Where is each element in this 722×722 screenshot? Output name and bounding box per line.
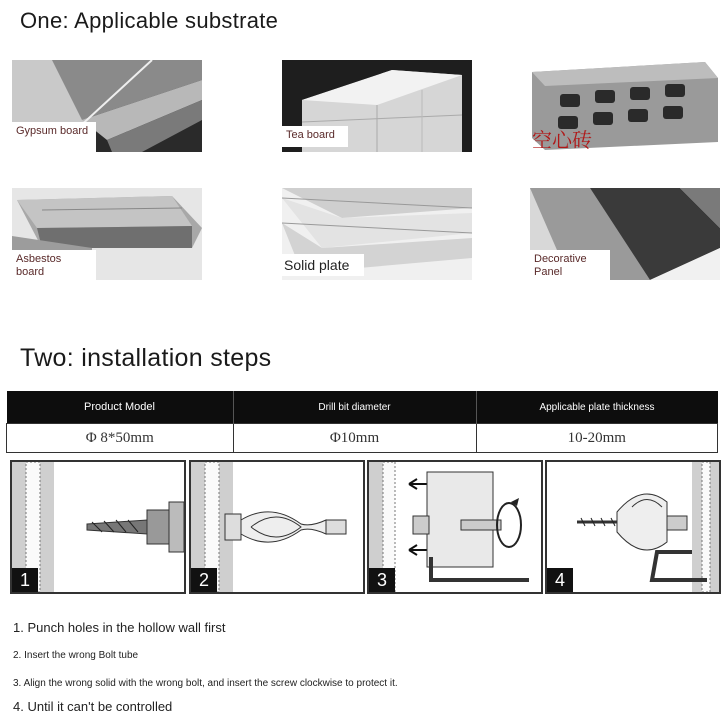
step-number-badge: 3 — [369, 568, 395, 592]
substrate-label: Gypsum board — [12, 122, 96, 152]
instruction-step-1: 1. Punch holes in the hollow wall first — [13, 620, 226, 635]
instruction-step-2: 2. Insert the wrong Bolt tube — [13, 650, 139, 661]
table-cell: Φ10mm — [233, 424, 476, 453]
step-number-badge: 4 — [547, 568, 573, 592]
substrate-label: Decorative Panel — [530, 250, 610, 280]
step-4-diagram — [545, 460, 721, 594]
substrate-label: Tea board — [282, 126, 348, 147]
step-number-badge: 2 — [191, 568, 217, 592]
table-header: Applicable plate thickness — [476, 391, 718, 424]
section-title-substrate: One: Applicable substrate — [20, 8, 279, 33]
step-2-diagram — [189, 460, 365, 594]
step-number-badge: 1 — [12, 568, 38, 592]
table-cell: 10-20mm — [476, 424, 718, 453]
section-title-installation: Two: installation steps — [20, 344, 272, 372]
substrate-label-hollow-brick: 空心砖 — [532, 128, 592, 152]
product-spec-table — [6, 391, 718, 453]
instruction-step-4: 4. Until it can't be controlled — [13, 699, 173, 714]
table-cell: Φ 8*50mm — [7, 424, 234, 453]
table-header-row — [7, 391, 718, 424]
substrate-solid-plate — [282, 188, 472, 280]
substrate-gypsum-board — [12, 60, 202, 152]
substrate-label: Asbestos board — [12, 250, 96, 280]
table-header: Drill bit diameter — [233, 391, 476, 424]
substrate-label-solid-plate: Solid plate — [282, 254, 364, 276]
substrate-decorative-panel — [530, 188, 720, 280]
step-1-diagram — [10, 460, 186, 594]
instruction-step-3: 3. Align the wrong solid with the wrong bolt, and insert the screw clockwise to protect it. — [13, 678, 398, 689]
table-header: Product Model — [7, 391, 234, 424]
step-3-diagram — [367, 460, 543, 594]
substrate-asbestos-board — [12, 188, 202, 280]
table-row — [7, 424, 718, 453]
substrate-hollow-brick — [530, 60, 720, 152]
substrate-tea-board — [282, 60, 472, 152]
